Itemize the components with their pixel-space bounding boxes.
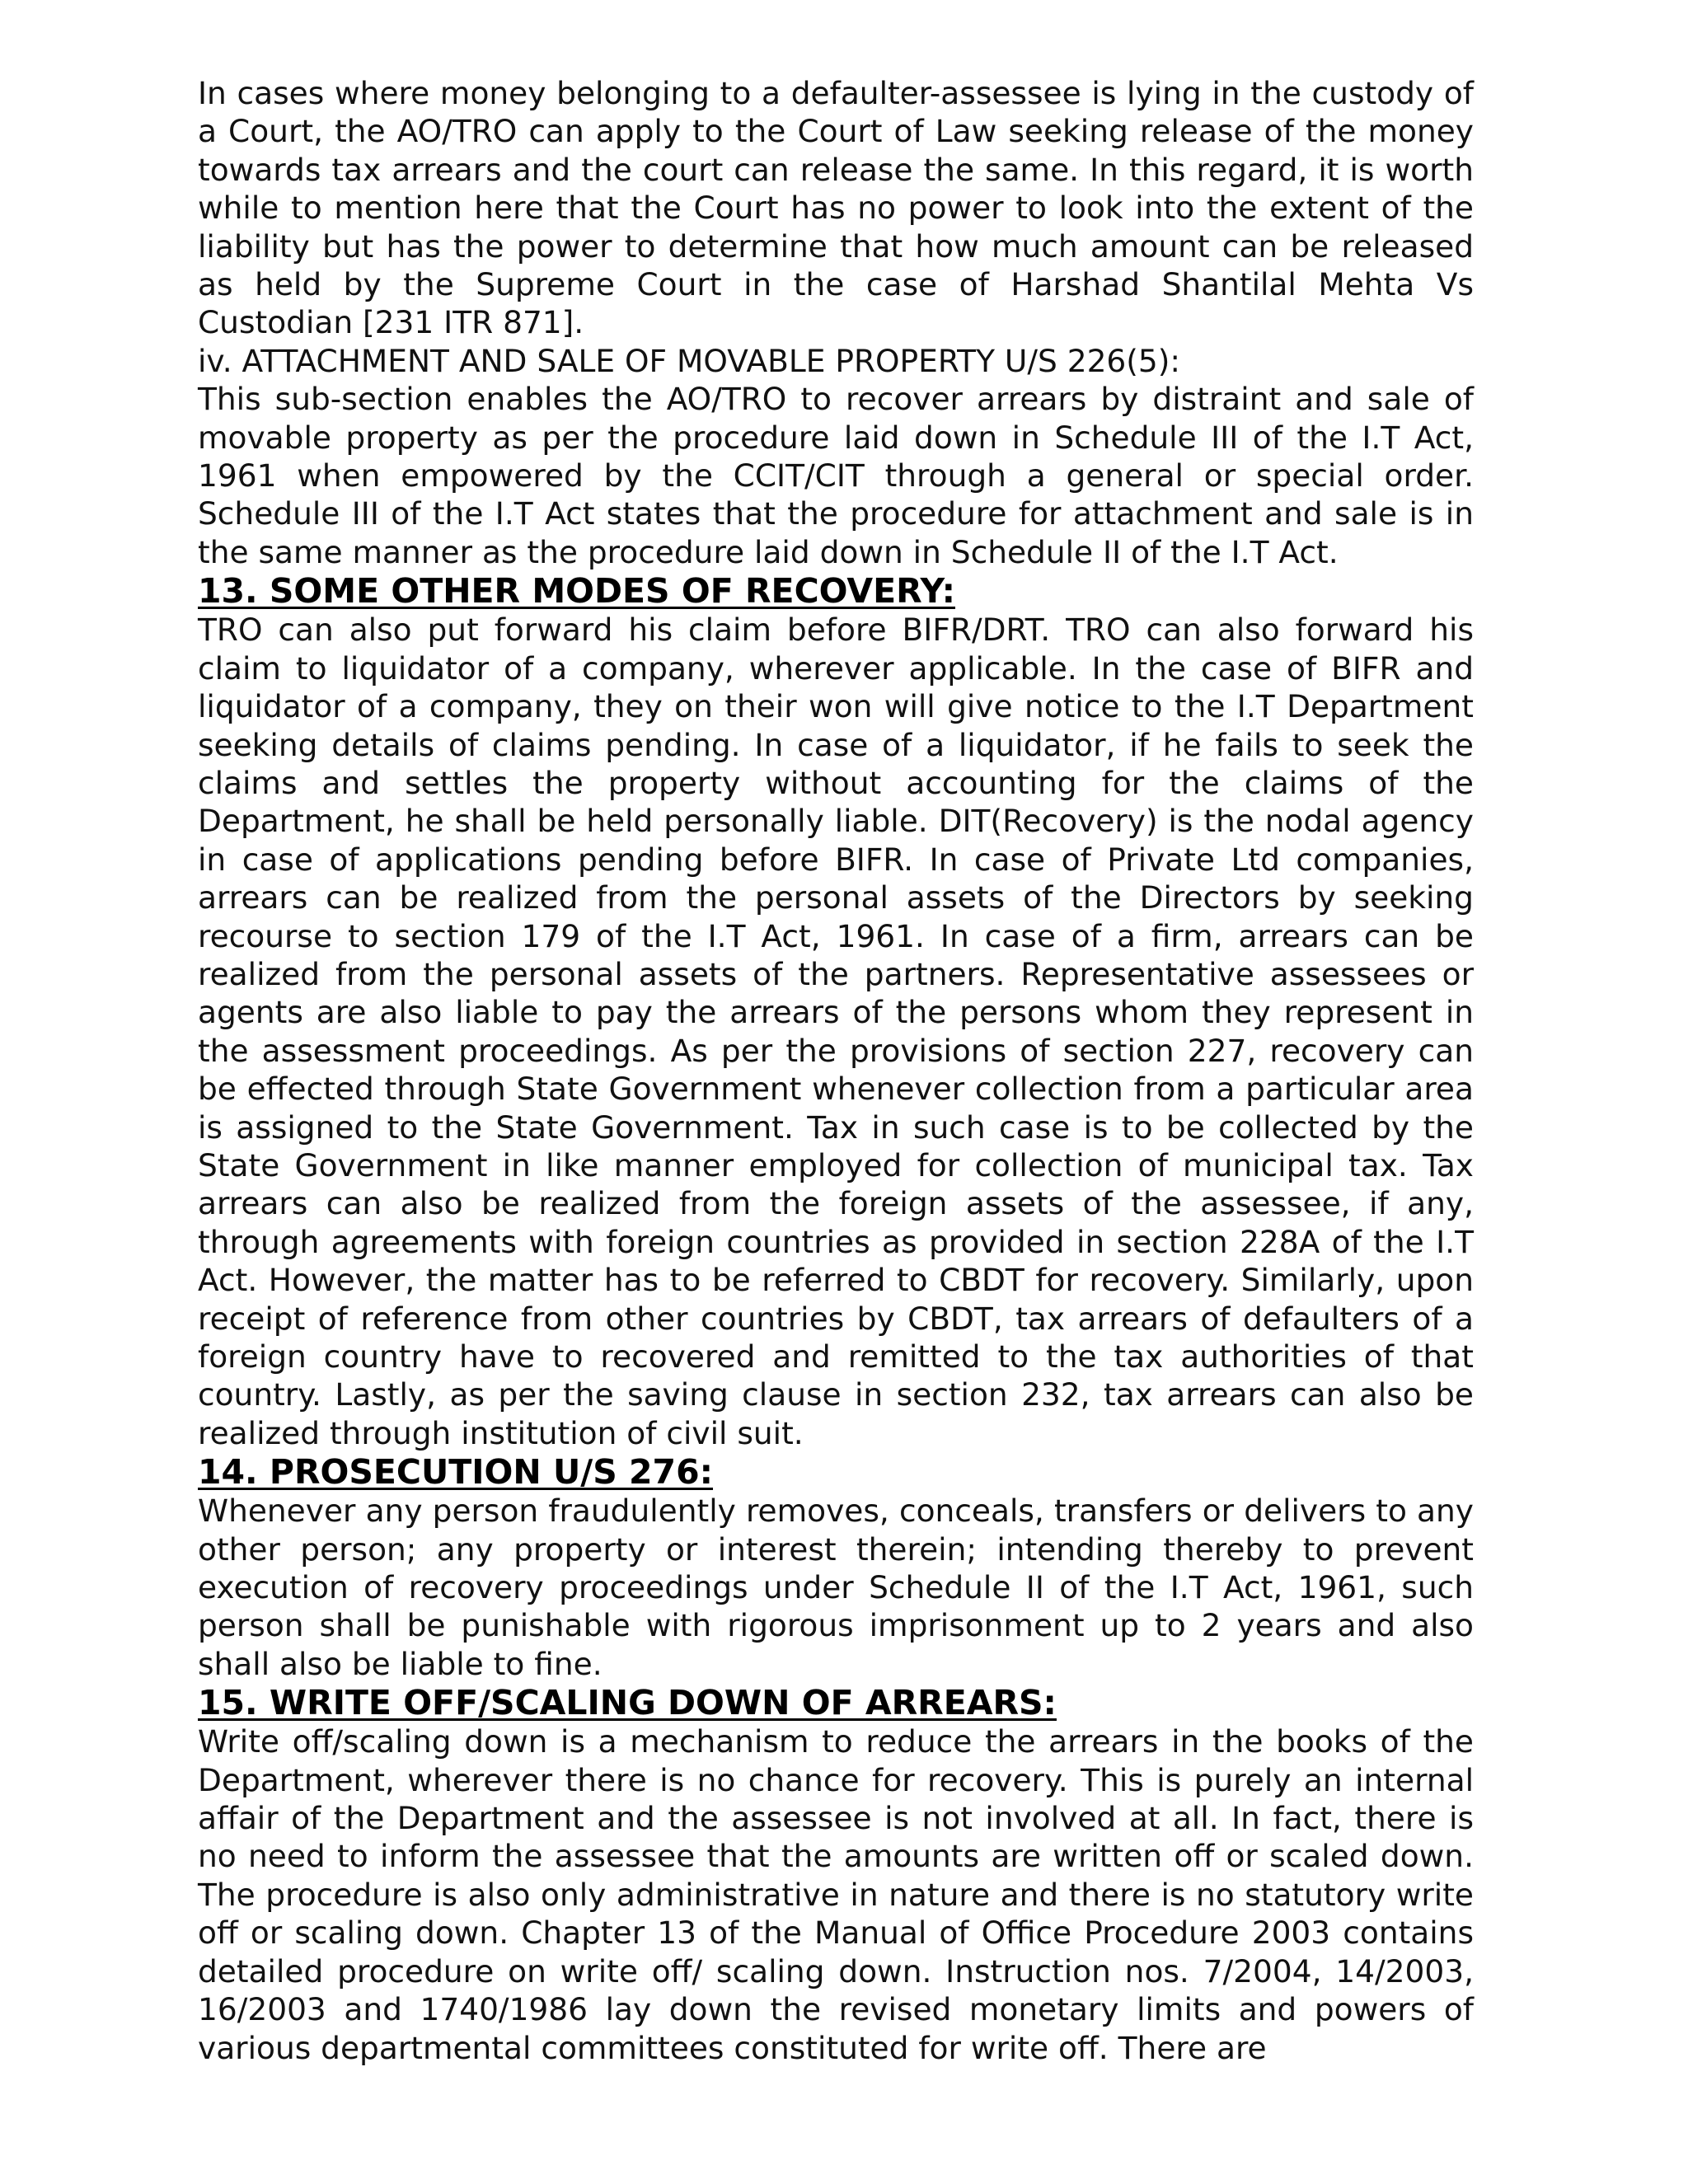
- subheading-attachment-sale: iv. ATTACHMENT AND SALE OF MOVABLE PROPERTY U/S 226(5):: [198, 342, 1181, 379]
- paragraph-court-custody: In cases where money belonging to a defaulter-assessee is lying in the custody of a Court, the AO/TRO can apply to the Court of Law seeking release of the money towards tax arrears and the court can release the same. In this regard, it is worth while to mention here that the Court has no power to look into the extent of the liability but has the power to determine that how much amount can be released as held by the Supreme Court in the case of Harshad Shantilal Mehta Vs Custodian [231 ITR 871].: [198, 75, 1474, 341]
- section-heading-14: 14. PROSECUTION U/S 276:: [198, 1452, 714, 1493]
- section-heading-13: 13. SOME OTHER MODES OF RECOVERY:: [198, 571, 955, 612]
- paragraph-prosecution: Whenever any person fraudulently removes, conceals, transfers or delivers to any other person; any property or interest therein; intending thereby to prevent execution of recovery proceedings under Schedule II of the I.T Act, 1961, such person shall be punishable with rigorous imprisonment up to 2 years and also shall also be liable to fine.: [198, 1493, 1474, 1682]
- document-page: [198, 74, 1474, 2067]
- section-heading-15: 15. WRITE OFF/SCALING DOWN OF ARREARS:: [198, 1683, 1057, 1723]
- paragraph-attachment-sale: This sub-section enables the AO/TRO to recover arrears by distraint and sale of movable property as per the procedure laid down in Schedule III of the I.T Act, 1961 when empowered by the CCIT/CIT through a general or special order. Schedule III of the I.T Act states that the procedure for attachment and sale is in the same manner as the procedure laid down in Schedule II of the I.T Act.: [198, 381, 1474, 570]
- paragraph-write-off: Write off/scaling down is a mechanism to reduce the arrears in the books of the Department, wherever there is no chance for recovery. This is purely an internal affair of the Department and the assessee is not involved at all. In fact, there is no need to inform the assessee that the amounts are written off or scaled down. The procedure is also only administrative in nature and there is no statutory write off or scaling down. Chapter 13 of the Manual of Office Procedure 2003 contains detailed procedure on write off/ scaling down. Instruction nos. 7/2004, 14/2003, 16/2003 and 1740/1986 lay down the revised monetary limits and powers of various departmental committees constituted for write off. There are: [198, 1723, 1474, 2066]
- paragraph-other-modes-recovery: TRO can also put forward his claim before BIFR/DRT. TRO can also forward his claim to liquidator of a company, wherever applicable. In the case of BIFR and liquidator of a company, they on their won will give notice to the I.T Department seeking details of claims pending. In case of a liquidator, if he fails to seek the claims and settles the property without accounting for the claims of the Department, he shall be held personally liable. DIT(Recovery) is the nodal agency in case of applications pending before BIFR. In case of Private Ltd companies, arrears can be realized from the personal assets of the Directors by seeking recourse to section 179 of the I.T Act, 1961. In case of a firm, arrears can be realized from the personal assets of the partners. Representative assessees or agents are also liable to pay the arrears of the persons whom they represent in the assessment proceedings. As per the provisions of section 227, recovery can be effected through State Government whenever collection from a particular area is assigned to the State Government. Tax in such case is to be collected by the State Government in like manner employed for collection of municipal tax. Tax arrears can also be realized from the foreign assets of the assessee, if any, through agreements with foreign countries as provided in section 228A of the I.T Act. However, the matter has to be referred to CBDT for recovery. Similarly, upon receipt of reference from other countries by CBDT, tax arrears of defaulters of a foreign country have to recovered and remitted to the tax authorities of that country. Lastly, as per the saving clause in section 232, tax arrears can also be realized through institution of civil suit.: [198, 612, 1474, 1451]
